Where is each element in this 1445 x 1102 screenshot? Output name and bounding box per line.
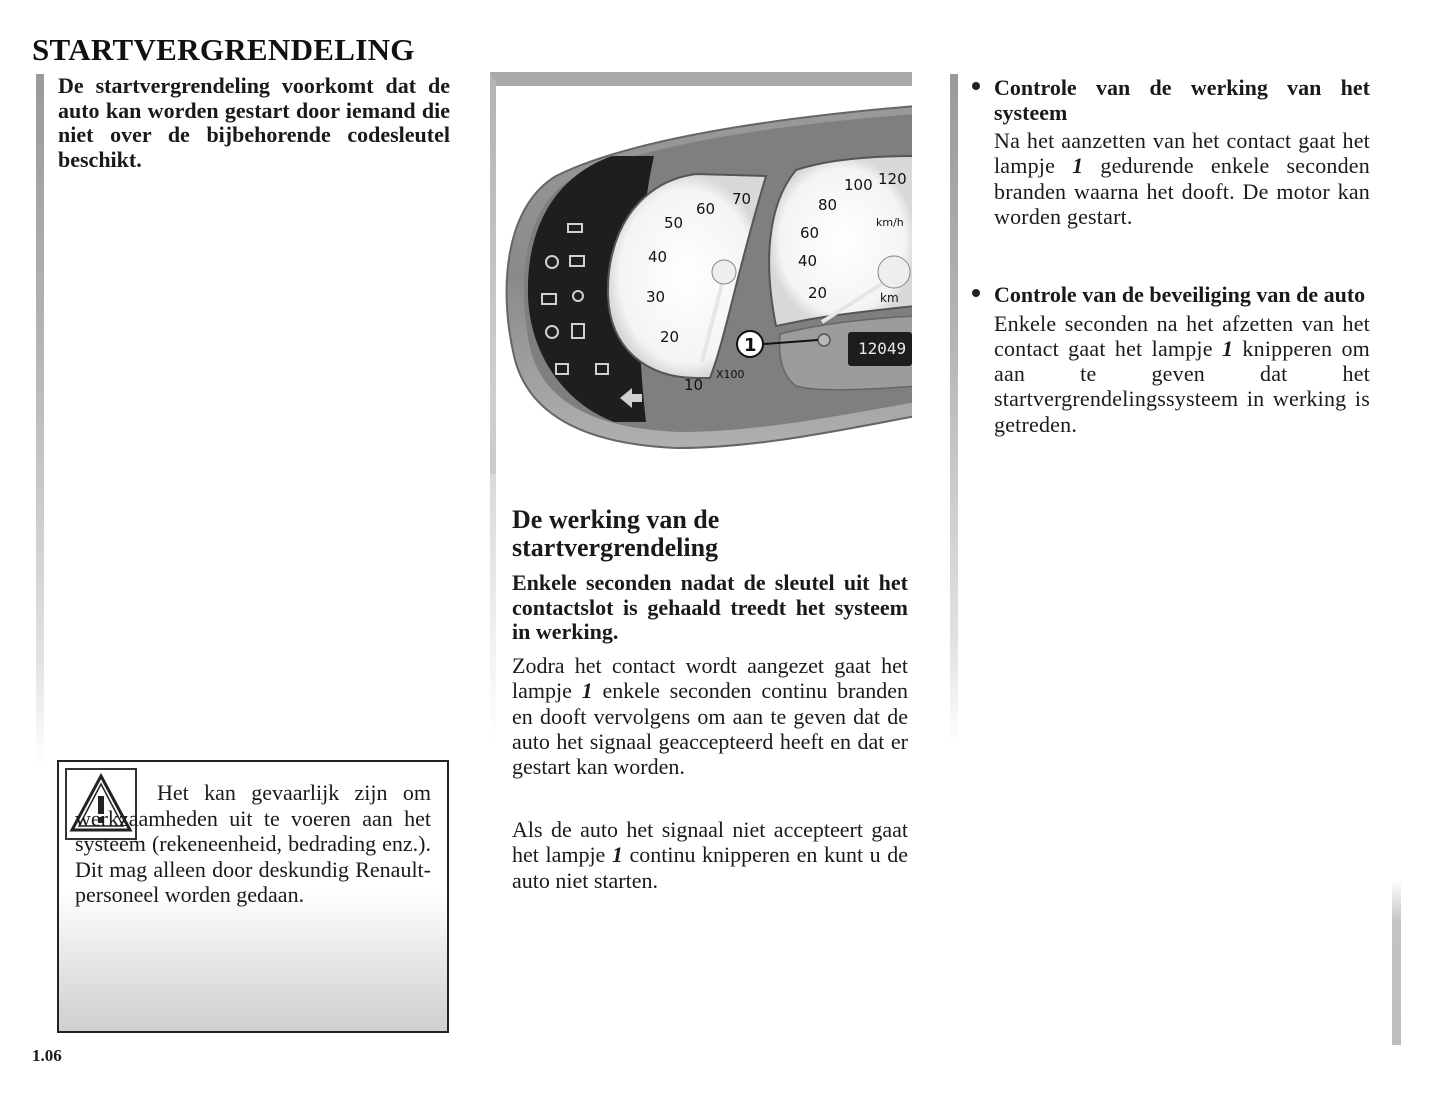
dashboard-illustration [496, 86, 912, 474]
intro-paragraph: De startvergrendeling voorkomt dat de auto kan worden gestart door iemand die niet over de bijbehorende codesleutel beschikt. [58, 73, 450, 172]
section-paragraph-1 [512, 653, 908, 779]
text-span: enkele seconden continu branden en dooft vervolgens om aan te geven dat de auto het signaal geaccepteerd heeft en dat er gestart kan worden. [512, 678, 908, 780]
odometer-readout: 12049 [858, 339, 907, 358]
lamp-reference: 1 [1072, 153, 1084, 179]
left-column-bar [36, 74, 44, 764]
list-item [972, 76, 1370, 229]
speed-label: 80 [818, 196, 838, 214]
text-span: Na het aanzetten van het contact gaat het lampje [994, 128, 1370, 179]
page-number: 1.06 [32, 1046, 62, 1065]
text-span: gedurende enkele seconden branden waarna het dooft. De motor kan worden gestart. [994, 153, 1370, 229]
warning-box [57, 760, 449, 1033]
text-span: Zodra het contact wordt aangezet gaat het lampje [512, 653, 908, 704]
right-column-bar [950, 74, 958, 744]
tach-label: 30 [646, 288, 666, 306]
warning-text: Het kan gevaarlijk zijn om werkzaamheden uit te voeren aan het systeem (rekeneenheid, bedrading enz.). Dit mag alleen door deskundig Renault-personeel worden gedaan. [75, 780, 431, 907]
text-span: continu knipperen en kunt u de auto niet starten. [512, 842, 908, 893]
speed-label: 20 [808, 284, 828, 302]
immobiliser-lamp [818, 334, 830, 346]
text-span: Enkele seconden na het afzetten van het contact gaat het lampje [994, 310, 1370, 361]
speed-label: 100 [844, 176, 873, 194]
page-title: STARTVERGRENDELING [32, 32, 415, 67]
list-item-heading: Controle van de werking van het systeem [994, 75, 1370, 125]
speed-unit: km/h [876, 216, 904, 229]
section-heading: De werking van de startvergrendeling [512, 505, 720, 562]
text-span: Als de auto het signaal niet accepteert gaat het lampje [512, 817, 908, 868]
list-item-heading: Controle van de beveiliging van de auto [994, 282, 1366, 307]
list-item-body [994, 311, 1370, 437]
speed-label: 40 [798, 252, 818, 270]
lamp-reference: 1 [581, 678, 593, 704]
section-paragraph-2 [512, 817, 908, 893]
speed-label: 120 [878, 170, 907, 188]
bullet-icon [972, 82, 980, 90]
tach-label: 40 [648, 248, 668, 266]
lamp-reference: 1 [611, 842, 623, 868]
tach-label: 10 [684, 376, 704, 394]
list-item [972, 283, 1370, 437]
tach-unit: X100 [716, 368, 745, 381]
lamp-reference: 1 [1221, 335, 1234, 361]
list-item-body [994, 128, 1370, 229]
dashboard-figure [490, 72, 912, 474]
middle-column-bar [490, 80, 496, 740]
section-intro: Enkele seconden nadat de sleutel uit het contactslot is gehaald treedt het systeem in werking. [512, 570, 908, 644]
tach-label: 60 [696, 200, 716, 218]
speed-label: 60 [800, 224, 820, 242]
page-edge-shade [1392, 880, 1401, 1045]
callout-number: 1 [744, 335, 757, 356]
tach-label: 70 [732, 190, 752, 208]
text-span: knipperen om aan te geven dat het startvergrendelingssysteem in werking is getreden. [994, 335, 1370, 437]
odometer-unit: km [880, 291, 899, 305]
tach-label: 20 [660, 328, 680, 346]
tach-label: 50 [664, 214, 684, 232]
bullet-icon [972, 289, 980, 297]
